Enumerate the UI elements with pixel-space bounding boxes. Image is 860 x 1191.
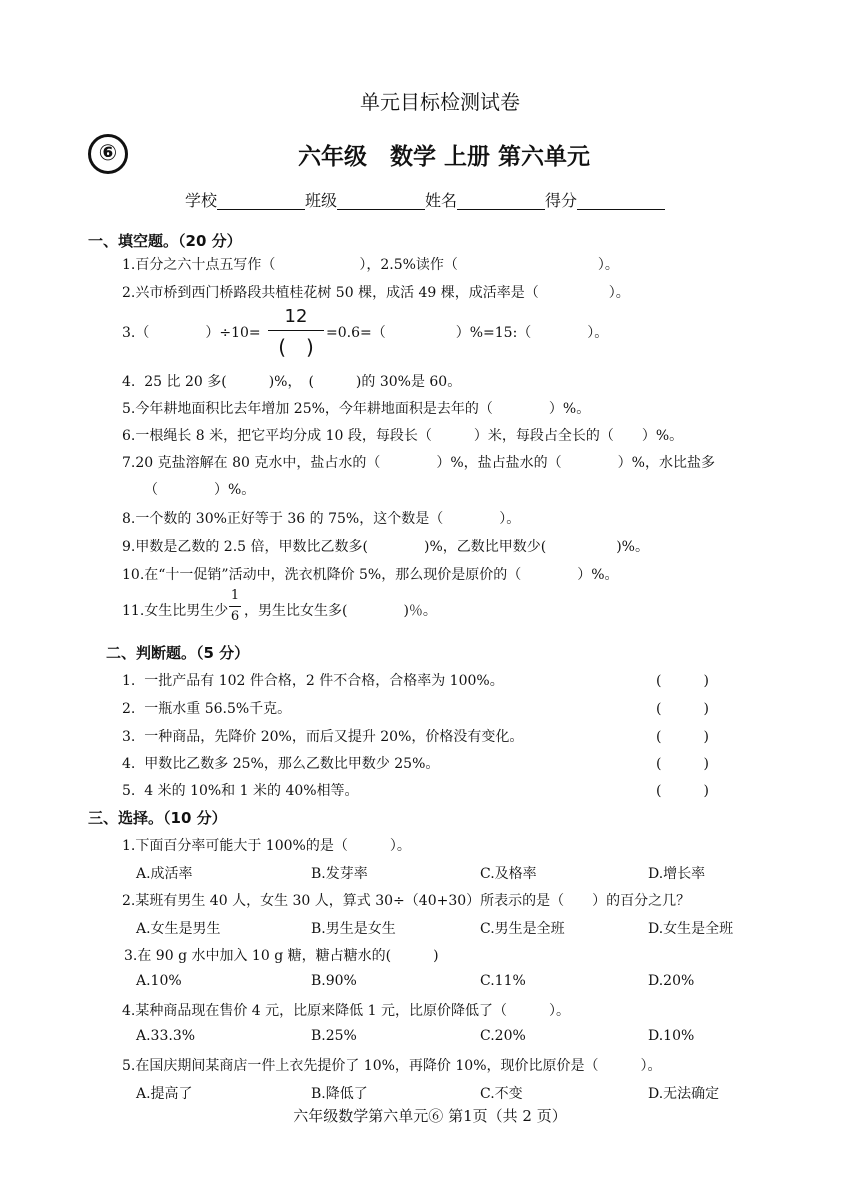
choice-question-1: 1.下面百分率可能大于 100%的是（ ）。 bbox=[122, 838, 411, 854]
judge-question-2: 2. 一瓶水重 56.5%千克。 bbox=[122, 701, 292, 717]
name-blank[interactable] bbox=[457, 191, 545, 210]
choice-question-2: 2.某班有男生 40 人，女生 30 人，算式 30÷（40+30）所表示的是（ ）的百分之几？ bbox=[122, 893, 691, 909]
section2-heading: 二、判断题。（5 分） bbox=[106, 644, 250, 662]
fill-question-9: 9.甲数是乙数的 2.5 倍，甲数比乙数多( )%，乙数比甲数少( )%。 bbox=[122, 539, 649, 555]
field-school-label: 学校 bbox=[185, 191, 218, 210]
choice-1-option-d[interactable]: D.增长率 bbox=[648, 866, 706, 882]
school-blank[interactable] bbox=[217, 191, 305, 210]
choice-5-option-b[interactable]: B.降低了 bbox=[311, 1086, 368, 1102]
judge-answer-box-4[interactable]: ( ) bbox=[656, 756, 709, 772]
fraction-denominator-blank[interactable]: ( ) bbox=[278, 335, 314, 359]
fill-question-8: 8.一个数的 30%正好等于 36 的 75%，这个数是（ ）。 bbox=[122, 511, 521, 527]
choice-5-option-a[interactable]: A.提高了 bbox=[136, 1086, 193, 1102]
score-blank[interactable] bbox=[577, 191, 665, 210]
choice-4-option-b[interactable]: B.25% bbox=[311, 1028, 357, 1044]
judge-answer-box-2[interactable]: ( ) bbox=[656, 701, 709, 717]
judge-answer-box-3[interactable]: ( ) bbox=[656, 729, 709, 745]
fill-question-11-suffix: ，男生比女生多( )％。 bbox=[244, 603, 437, 619]
section1-heading: 一、填空题。（20 分） bbox=[88, 232, 242, 250]
choice-5-option-c[interactable]: C.不变 bbox=[480, 1086, 523, 1102]
field-class-label: 班级 bbox=[305, 191, 338, 210]
choice-3-option-d[interactable]: D.20% bbox=[648, 973, 695, 989]
judge-question-5: 5. 4 米的 10%和 1 米的 40%相等。 bbox=[122, 783, 359, 799]
field-name-label: 姓名 bbox=[425, 191, 458, 210]
fill-question-5: 5.今年耕地面积比去年增加 25%，今年耕地面积是去年的（ ）%。 bbox=[122, 401, 591, 417]
fill-question-2: 2.兴市桥到西门桥路段共植桂花树 50 棵，成活 49 棵，成活率是（ ）。 bbox=[122, 285, 630, 301]
fill-question-3-prefix: 3.（ ）÷10= bbox=[122, 325, 261, 341]
choice-5-option-d[interactable]: D.无法确定 bbox=[648, 1086, 720, 1102]
choice-2-option-a[interactable]: A.女生是男生 bbox=[136, 921, 221, 937]
judge-question-1: 1. 一批产品有 102 件合格，2 件不合格，合格率为 100%。 bbox=[122, 673, 504, 689]
choice-question-4: 4.某种商品现在售价 4 元，比原来降低 1 元，比原价降低了（ ）。 bbox=[122, 1003, 570, 1019]
section3-heading: 三、选择。（10 分） bbox=[88, 809, 227, 827]
page-footer: 六年级数学第六单元⑥ 第1页（共 2 页） bbox=[293, 1107, 567, 1125]
unit-number-badge: ⑥ bbox=[88, 134, 128, 174]
choice-2-option-d[interactable]: D.女生是全班 bbox=[648, 921, 734, 937]
choice-4-option-a[interactable]: A.33.3% bbox=[136, 1028, 196, 1044]
choice-question-3: 3.在 90 g 水中加入 10 g 糖，糖占糖水的( ) bbox=[124, 948, 439, 964]
class-blank[interactable] bbox=[337, 191, 425, 210]
fraction-bar bbox=[229, 606, 241, 607]
fill-question-10: 10.在“十一促销”活动中，洗衣机降价 5%，那么现价是原价的（ ）%。 bbox=[122, 567, 619, 583]
fill-question-1: 1.百分之六十点五写作（ ），2.5%读作（ ）。 bbox=[122, 257, 619, 273]
fill-question-7-cont: （ ）%。 bbox=[144, 482, 256, 498]
choice-question-5: 5.在国庆期间某商店一件上衣先提价了 10%，再降价 10%，现价比原价是（ ）。 bbox=[122, 1058, 662, 1074]
fraction-numerator: 12 bbox=[284, 306, 308, 327]
exam-subtitle: 六年级 数学 上册 第六单元 bbox=[298, 144, 591, 170]
field-score-label: 得分 bbox=[545, 191, 578, 210]
judge-question-4: 4. 甲数比乙数多 25%，那么乙数比甲数少 25%。 bbox=[122, 756, 440, 772]
choice-1-option-a[interactable]: A.成活率 bbox=[136, 866, 193, 882]
choice-3-option-a[interactable]: A.10% bbox=[136, 973, 182, 989]
choice-4-option-c[interactable]: C.20% bbox=[480, 1028, 526, 1044]
choice-4-option-d[interactable]: D.10% bbox=[648, 1028, 695, 1044]
judge-question-3: 3. 一种商品，先降价 20%，而后又提升 20%，价格没有变化。 bbox=[122, 729, 524, 745]
judge-answer-box-1[interactable]: ( ) bbox=[656, 673, 709, 689]
exam-title: 单元目标检测试卷 bbox=[360, 90, 520, 114]
fill-question-7: 7.20 克盐溶解在 80 克水中，盐占水的（ ）%，盐占盐水的（ ）%，水比盐多 bbox=[122, 455, 715, 471]
fraction-numerator: 1 bbox=[230, 588, 240, 603]
student-info-line bbox=[185, 188, 665, 211]
fraction-denominator: 6 bbox=[230, 609, 240, 624]
choice-3-option-c[interactable]: C.11% bbox=[480, 973, 526, 989]
fill-question-4: 4. 25 比 20 多( )%， ( )的 30%是 60。 bbox=[122, 374, 462, 390]
fill-question-11-prefix: 11.女生比男生少 bbox=[122, 603, 229, 619]
choice-1-option-c[interactable]: C.及格率 bbox=[480, 866, 537, 882]
fill-question-3-suffix: =0.6=（ ）%=15:（ ）。 bbox=[326, 325, 609, 341]
judge-answer-box-5[interactable]: ( ) bbox=[656, 783, 709, 799]
choice-2-option-c[interactable]: C.男生是全班 bbox=[480, 921, 565, 937]
choice-3-option-b[interactable]: B.90% bbox=[311, 973, 357, 989]
choice-1-option-b[interactable]: B.发芽率 bbox=[311, 866, 368, 882]
choice-2-option-b[interactable]: B.男生是女生 bbox=[311, 921, 396, 937]
fill-question-6: 6.一根绳长 8 米，把它平均分成 10 段，每段长（ ）米，每段占全长的（ ）%。 bbox=[122, 428, 684, 444]
